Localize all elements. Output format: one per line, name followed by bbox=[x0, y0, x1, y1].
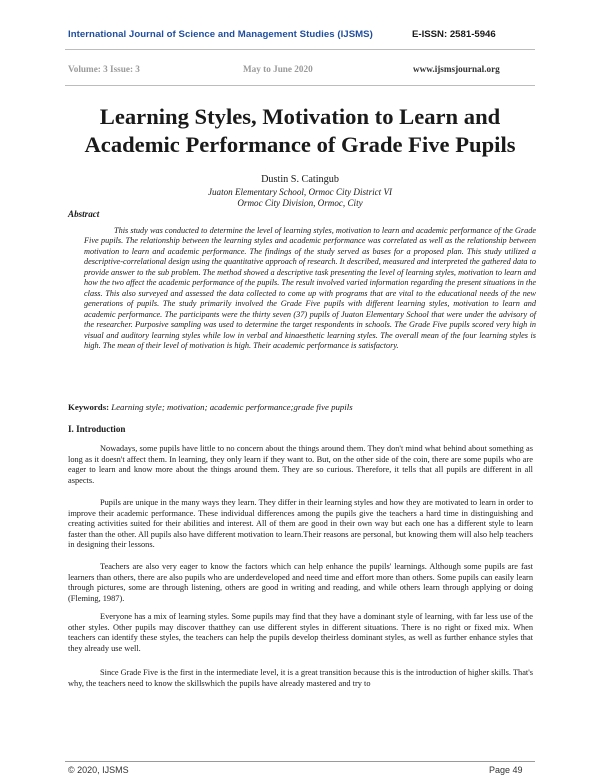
title-line-1: Learning Styles, Motivation to Learn and bbox=[99, 104, 501, 129]
keywords bbox=[68, 402, 353, 412]
affiliation-line-2: Ormoc City Division, Ormoc, City bbox=[237, 198, 363, 208]
affiliation-line-1: Juaton Elementary School, Ormoc City District VI bbox=[207, 187, 393, 197]
intro-paragraph-2: Pupils are unique in the many ways they learn. They differ in their learning styles and how they are motivated to learn in order to improve their academic performance. These individual differences among the pupils give the teachers a hard time in distinguishing and creating activities suited for their abilities and interest. All of them are good in their own way but each one has a different style to learn faster than the other. All pupils also have different motivation to learn.Their reasons are personal, but knowing them will also help teachers in designing their lessons. bbox=[68, 498, 533, 550]
intro-paragraph-1: Nowadays, some pupils have little to no concern about the things around them. They don't mind what behind about something as long as it doesn't affect them. In learning, they only learn if they want to. But, on the other side of the coin, there are some pupils who are eager to learn and know more about the things around them. They are so curious. Therefore, it tells that all pupils are different in all aspects. bbox=[68, 444, 533, 485]
footer-rule bbox=[65, 761, 535, 762]
abstract-heading: Abstract bbox=[68, 209, 100, 219]
section-heading-introduction: I. Introduction bbox=[68, 424, 126, 434]
page-number: Page 49 bbox=[489, 765, 523, 775]
intro-paragraph-3: Teachers are also very eager to know the factors which can help enhance the pupils' learnings. Although some pupils are fast learners than others, there are also pupils who are underdeveloped and need time and effort more than others. Some pupils can easily learn through pictures, some are through listening, others are good in writing and reading, and while others learn through applying or doing (Fleming, 1987). bbox=[68, 562, 533, 603]
subheader-rule bbox=[65, 85, 535, 86]
keywords-list: Learning style; motivation; academic performance;grade five pupils bbox=[109, 402, 353, 412]
paper-title bbox=[60, 103, 540, 158]
volume-issue: Volume: 3 Issue: 3 bbox=[68, 64, 140, 74]
intro-paragraph-5: Since Grade Five is the first in the intermediate level, it is a great transition because this is the introduction of higher skills. That's why, the teachers need to know the skillswhich the pupils have already mastered and try to bbox=[68, 668, 533, 688]
title-line-2: Academic Performance of Grade Five Pupils bbox=[84, 131, 516, 157]
copyright: © 2020, IJSMS bbox=[68, 765, 129, 775]
issn: E-ISSN: 2581-5946 bbox=[412, 29, 496, 40]
journal-website[interactable]: www.ijsmsjournal.org bbox=[413, 64, 500, 74]
author-name: Dustin S. Catingub bbox=[261, 174, 339, 185]
header-rule bbox=[65, 49, 535, 50]
abstract-text: This study was conducted to determine the level of learning styles, motivation to learn and academic performance of the Grade Five pupils. The relationship between the learning styles and academic performance was correlated as well as the relationship between motivation to learn and academic performance. The findings of the study served as bases for a proposed plan. This study utilized a descriptive-correlational design using the quantitative approach of research. It described, measured and interpreted the gathered data to provide answer to the sub problem. The method showed a descriptive task presenting the level of learning styles, motivation to learn and how the two affect the academic performance of the pupils. The result involved varied information regarding the present situations in the class. This also surveyed and assessed the data collected to come up with programs that are vital to the educational needs of the new generations of pupils. The study primarily involved the Grade Five pupils with different learning styles, motivation to learn and academic performance. The participants were the thirty seven (37) pupils of Juaton Elementary School that were under the advisory of the researcher. Purposive sampling was used to determine the target respondents in schools. The Grade Five pupils scored very high in visual and auditory learning styles while low in verbal and kinaesthetic learning styles. The overall mean of the four learning styles is high. The mean of their level of motivation is high. Their academic performance is satisfactory. bbox=[84, 226, 536, 350]
keywords-label: Keywords: bbox=[68, 402, 110, 412]
publication-date: May to June 2020 bbox=[243, 64, 313, 74]
intro-paragraph-4: Everyone has a mix of learning styles. Some pupils may find that they have a dominant style of learning, with far less use of the other styles. Other pupils may discover thatthey can use different styles in different situations. There is no right or fixed mix. When teachers can identify these styles, the teachers can help the pupils develop theirless dominant styles, as well as further enhance styles that they already use well. bbox=[68, 612, 533, 653]
journal-name: International Journal of Science and Management Studies (IJSMS) bbox=[68, 29, 373, 40]
